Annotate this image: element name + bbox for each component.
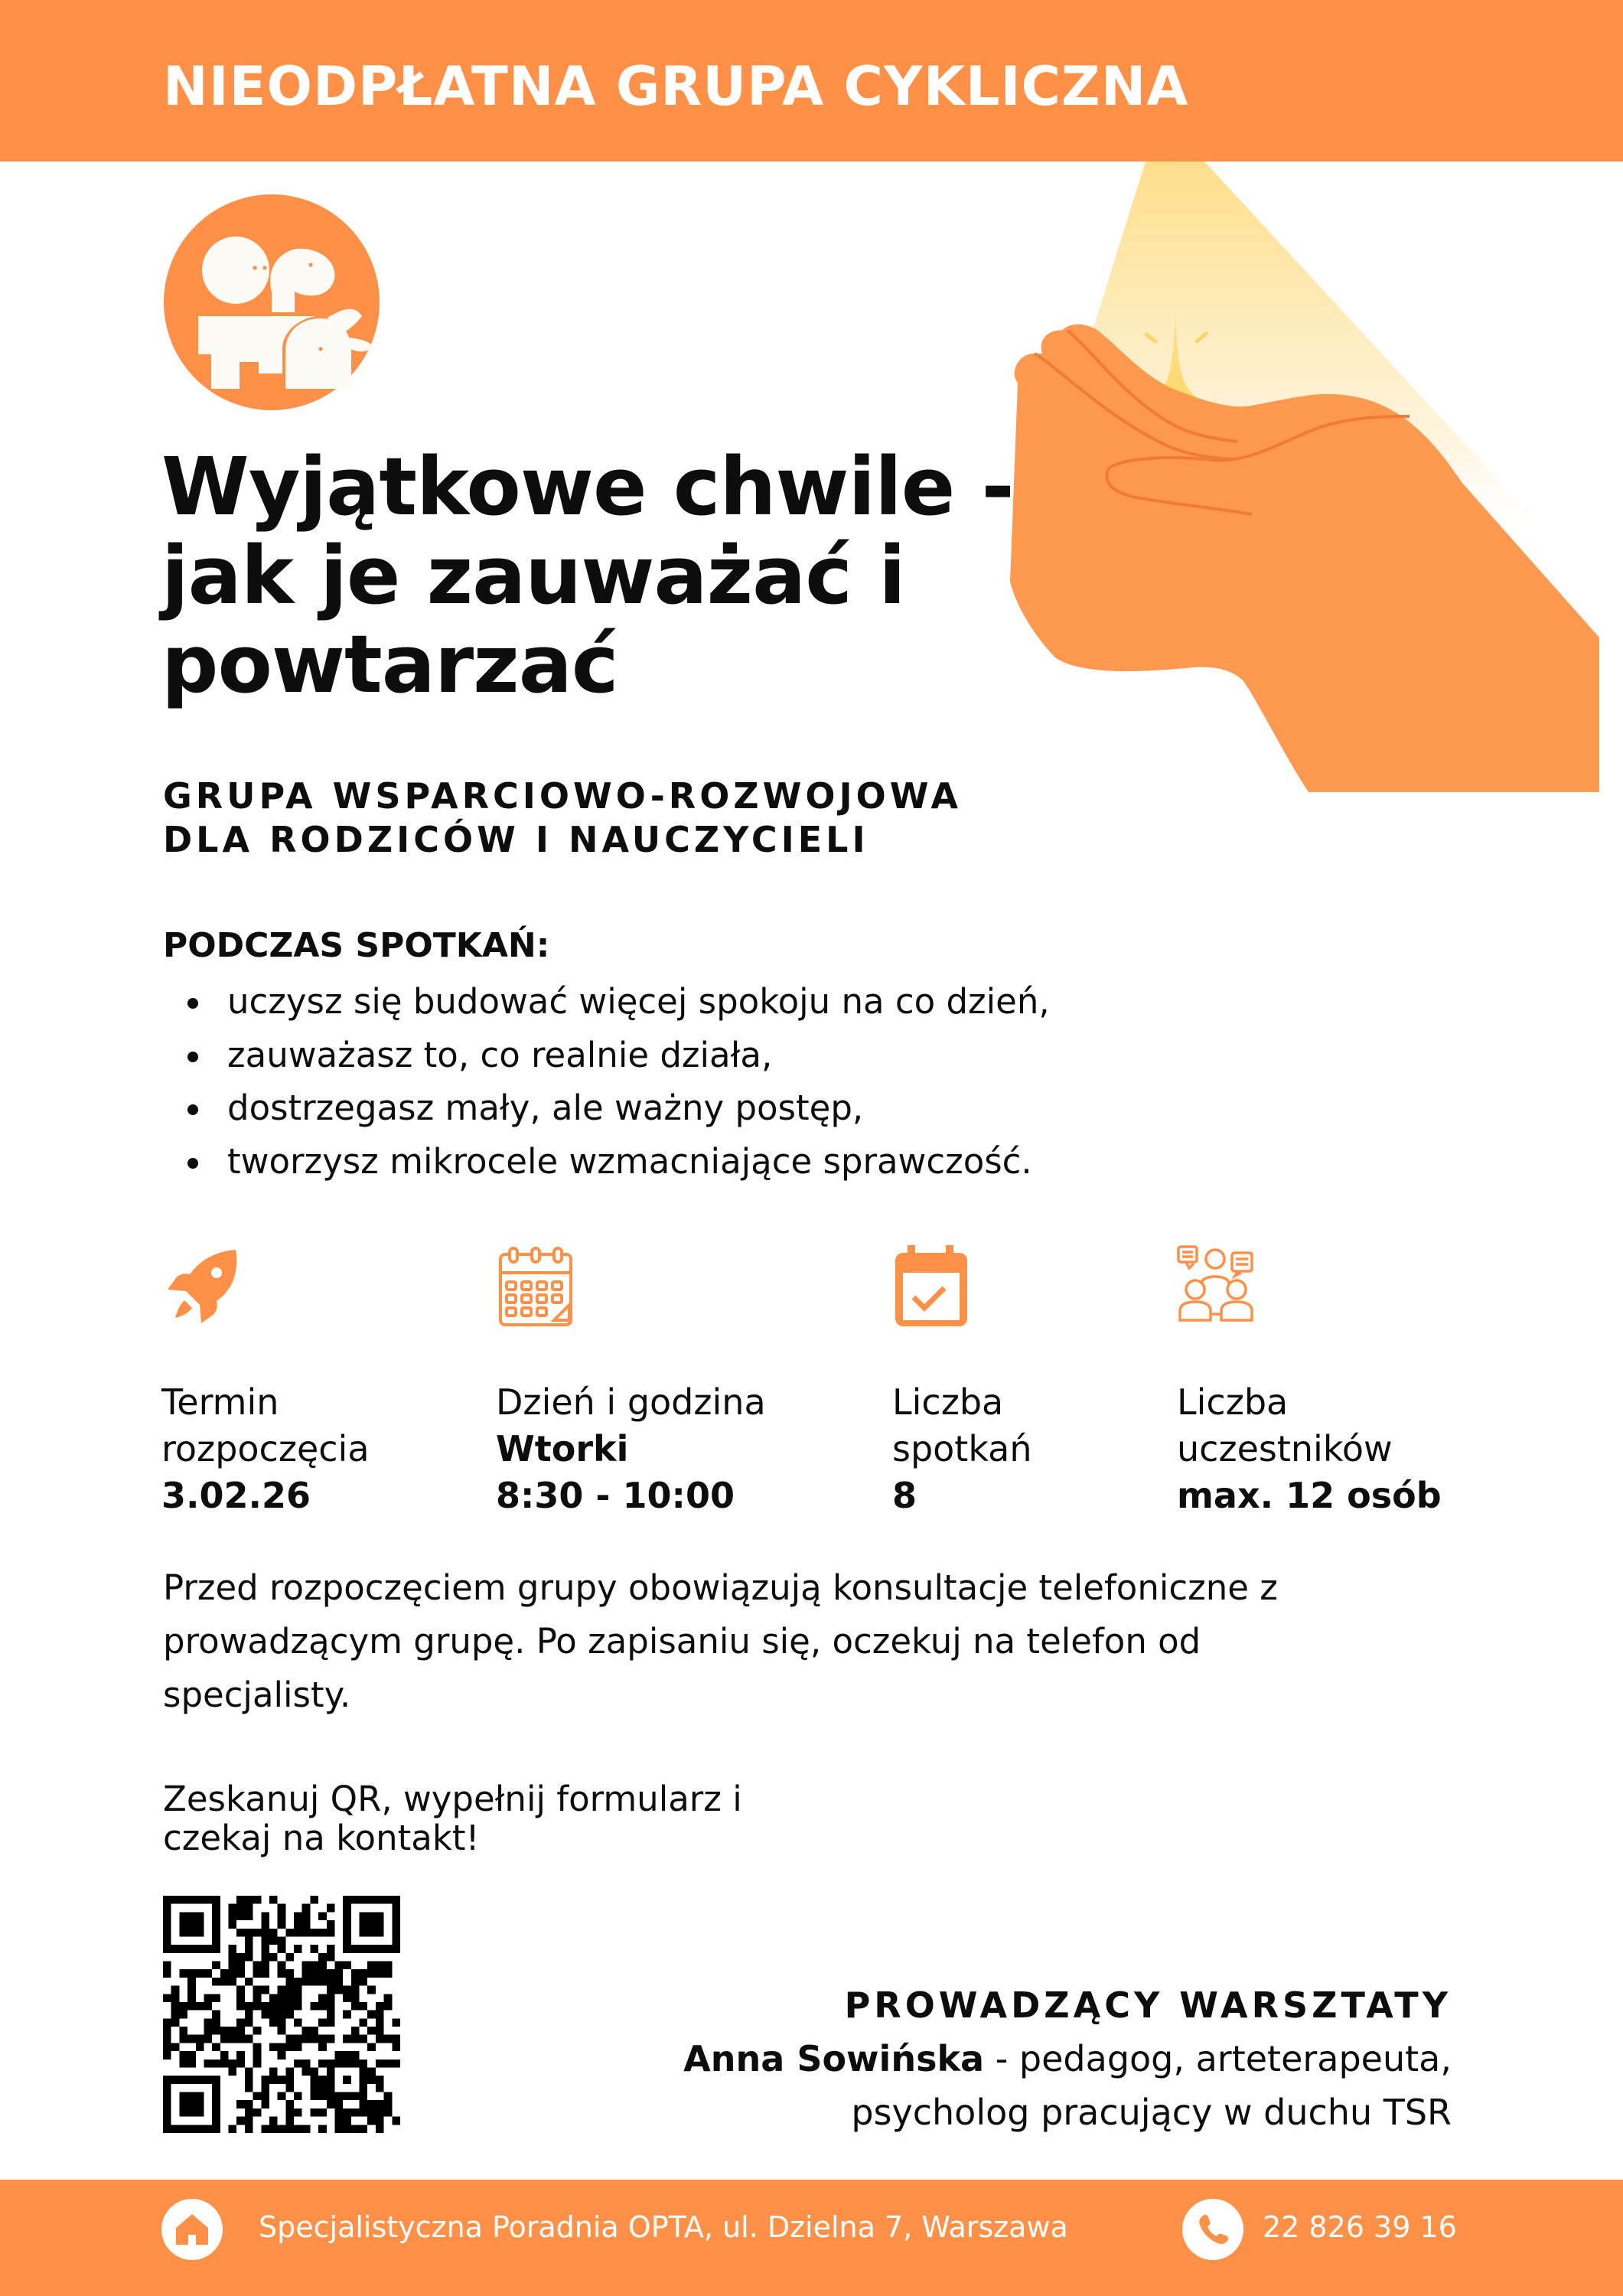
info-value: 8:30 - 10:00 [496,1475,735,1516]
info-value: 8 [892,1475,917,1516]
footer-bar [0,2180,1623,2296]
bullet-icon [187,998,198,1009]
bullet-icon [187,1158,198,1169]
consultation-notice: Przed rozpoczęciem grupy obowiązują konsultacje telefoniczne z prowadzącym grupę. Po zapisaniu się, oczekuj na telefon od specjalisty. [163,1567,1278,1715]
main-title [161,442,1080,709]
opta-logo [163,194,380,411]
subtitle-line: DLA RODZICÓW I NAUCZYCIELI [163,819,869,860]
qr-prompt: Zeskanuj QR, wypełnij formularz i czekaj na kontakt! [163,1779,742,1858]
during-heading: PODCZAS SPOTKAŃ: [163,926,550,965]
info-value: 3.02.26 [161,1475,311,1516]
calendar-check-icon [892,1244,976,1328]
calendar-icon [496,1244,580,1328]
footer-address: Specjalistyczna Poradnia OPTA, ul. Dzielna 7, Warszawa [259,2210,1068,2244]
bullet-icon [187,1052,198,1062]
info-participants [1177,1244,1442,1519]
title-line: jak je zauważać i [161,529,905,622]
info-label: Dzień i godzina [496,1381,766,1423]
title-line: Wyjątkowe chwile - [161,440,1014,533]
instructor-name: Anna Sowińska [683,2038,985,2079]
hand-icon [1010,325,1599,792]
info-day-time [496,1244,766,1519]
group-discussion-icon [1177,1244,1261,1328]
footer-phone[interactable]: 22 826 39 16 [1263,2210,1457,2244]
subtitle-line: GRUPA WSPARCIOWO-ROZWOJOWA [163,775,963,817]
info-label: rozpoczęcia [161,1428,370,1469]
list-item: zauważasz to, co realnie działa, [163,1029,1050,1082]
info-value: max. 12 osób [1177,1475,1442,1516]
banner-title: NIEODPŁATNA GRUPA CYKLICZNA [163,55,1189,118]
home-icon [161,2199,223,2260]
info-value: Wtorki [496,1428,629,1469]
subtitle [163,775,962,862]
title-line: powtarzać [161,618,618,711]
top-banner [0,0,1623,161]
list-item: tworzysz mikrocele wzmacniające sprawczość. [163,1135,1050,1189]
list-item: dostrzegasz mały, ale ważny postęp, [163,1081,1050,1135]
info-label: Termin [161,1381,279,1423]
instructor-block [683,1978,1452,2139]
hand-with-star-illustration [995,153,1623,995]
rocket-icon [161,1244,246,1328]
info-meetings-count [892,1244,1032,1519]
info-label: Liczba [892,1381,1004,1423]
phone-icon[interactable] [1182,2199,1243,2260]
instructor-heading: PROWADZĄCY WARSZTATY [844,1985,1452,2026]
info-label: spotkań [892,1428,1032,1469]
bullet-icon [187,1104,198,1115]
qr-code[interactable] [163,1896,400,2133]
during-list [163,975,1050,1188]
info-label: uczestników [1177,1428,1393,1469]
info-start-date [161,1244,370,1519]
instructor-role: psycholog pracujący w duchu TSR [851,2092,1452,2133]
instructor-role: - pedagog, arteterapeuta, [984,2038,1452,2079]
list-item: uczysz się budować więcej spokoju na co dzień, [163,975,1050,1029]
info-label: Liczba [1177,1381,1289,1423]
